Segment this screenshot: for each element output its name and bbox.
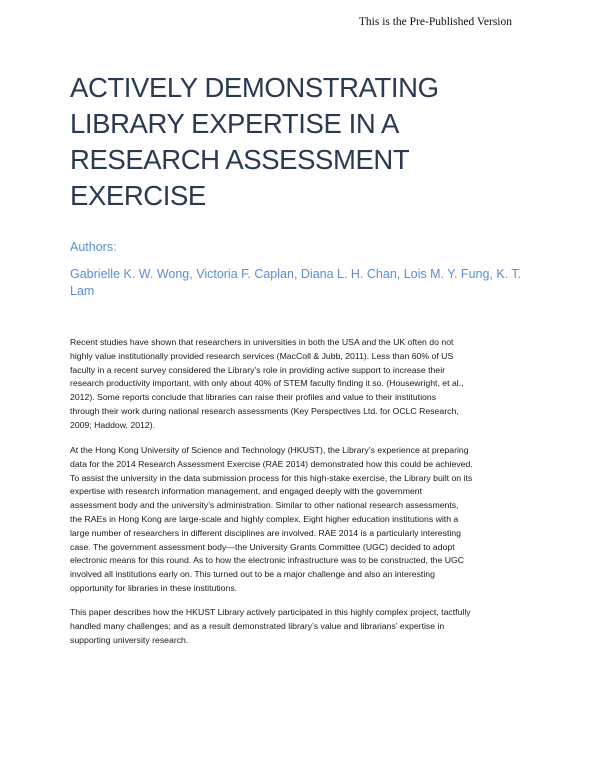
- text-line: At the Hong Kong University of Science and Technology (HKUST), the Library’s experience at preparing: [70, 445, 469, 455]
- text-line: highly value institutionally provided research services (MacColl & Jubb, 2011). Less than 60% of US: [70, 350, 454, 361]
- title-line: RESEARCH ASSESSMENT: [70, 144, 410, 175]
- paper-title: [70, 70, 510, 214]
- text-line: handled many challenges; and as a result demonstrated library’s value and librarians’ expertise in: [70, 620, 445, 631]
- text-line: electronic means for this round. As to how the electronic infrastructure was to be constructed, the UGC: [70, 555, 465, 566]
- text-line: 2009; Haddow, 2012).: [70, 419, 156, 430]
- title-line: LIBRARY EXPERTISE IN A: [70, 108, 399, 139]
- text-line: This paper describes how the HKUST Library actively participated in this highly complex project, tactfully: [70, 607, 471, 617]
- title-line: EXERCISE: [70, 180, 206, 211]
- authors-line: Lam: [70, 284, 95, 298]
- text-line: large number of researchers in different disciplines are involved. RAE 2014 is a particularly interesting: [70, 527, 461, 538]
- text-line: expertise with research information management, and engaged deeply with the government: [70, 486, 423, 497]
- text-line: supporting university research.: [70, 634, 189, 645]
- body-paragraph-2: [70, 444, 540, 596]
- authors-heading: Authors:: [70, 240, 117, 254]
- text-line: 2012). Some reports conclude that libraries can raise their profiles and value to their institutions: [70, 392, 437, 403]
- body-paragraph-1: [70, 336, 540, 433]
- text-line: research productivity important, with only about 40% of STEM faculty finding it so. (Housewright, et al.,: [70, 378, 464, 389]
- version-note: This is the Pre-Published Version: [358, 16, 512, 28]
- text-line: assessment body and the university’s administration. Similar to other national research assessments,: [70, 500, 459, 511]
- text-line: the RAEs in Hong Kong are large-scale and highly complex. Eight higher education institutions with a: [70, 513, 459, 524]
- text-line: opportunity for libraries in these institutions.: [70, 582, 238, 593]
- text-line: case. The government assessment body—the University Grants Committee (UGC) decided to adopt: [70, 541, 455, 552]
- body-paragraph-3: [70, 606, 540, 647]
- text-line: through their work during national research assessments (Key Perspectives Ltd. for OCLC Research,: [70, 405, 459, 416]
- text-line: data for the 2014 Research Assessment Exercise (RAE 2014) demonstrated how this could be achieved.: [70, 458, 473, 469]
- text-line: faculty in a recent survey considered the Library’s role in providing active support to increase their: [70, 364, 446, 375]
- text-line: To assist the university in the data submission process for this high-stake exercise, the Library built on its: [70, 472, 473, 483]
- text-line: Recent studies have shown that researchers in universities in both the USA and the UK often do not: [70, 337, 454, 347]
- authors-list: [70, 266, 530, 300]
- authors-line: Gabrielle K. W. Wong, Victoria F. Caplan, Diana L. H. Chan, Lois M. Y. Fung, K. T.: [70, 267, 522, 281]
- text-line: involved all institutions early on. This turned out to be a major challenge and also an interesting: [70, 569, 435, 580]
- title-line: ACTIVELY DEMONSTRATING: [70, 72, 439, 103]
